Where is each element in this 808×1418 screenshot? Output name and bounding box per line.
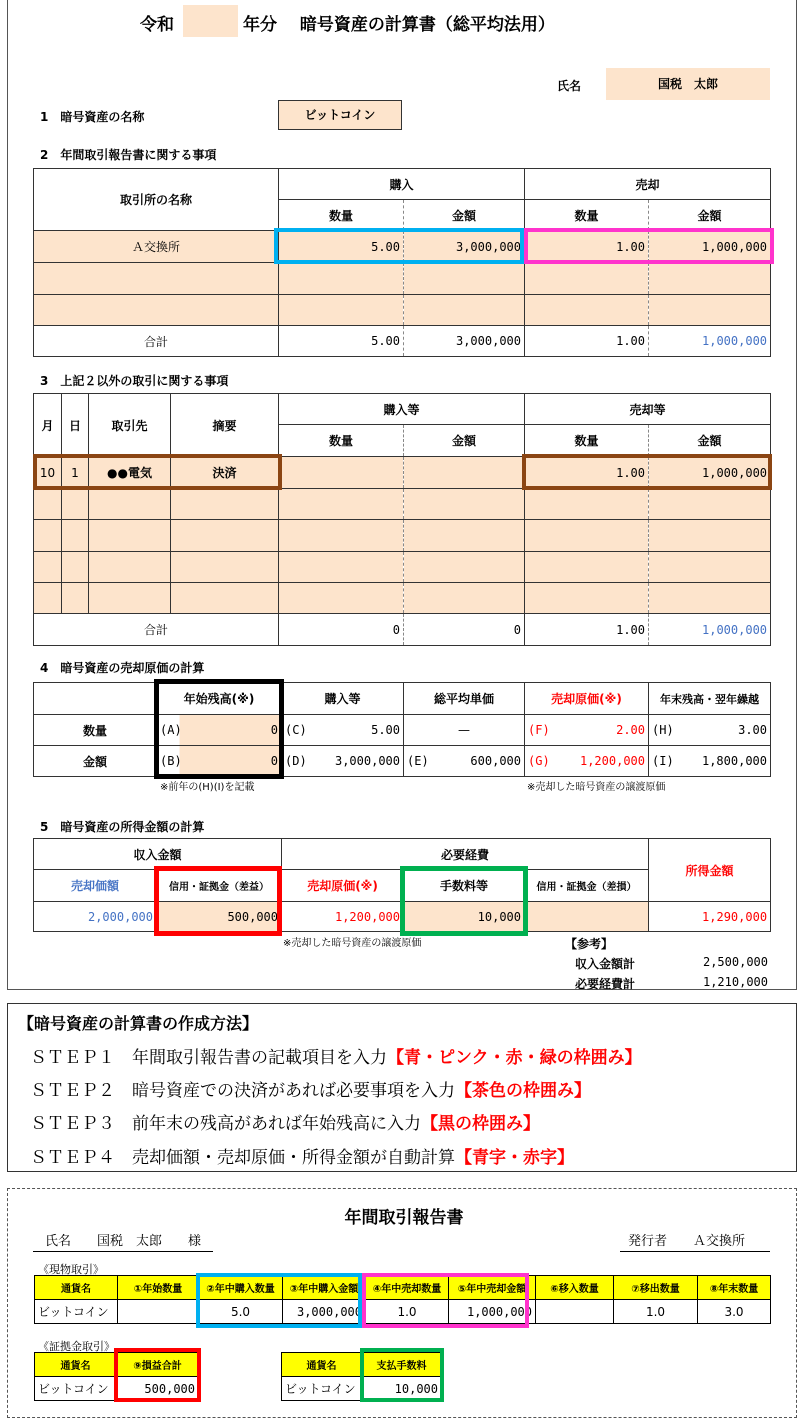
margin-header: ⑨損益合計 [117,1353,199,1377]
month[interactable] [34,552,62,583]
sell-amount[interactable] [649,520,771,552]
total-label: 合計 [34,614,279,646]
year-suffix: 年分 [243,15,277,35]
col-qty: 数量 [525,425,649,457]
col-amount: 金額 [649,200,771,231]
section5-heading: 5 暗号資産の所得金額の計算 [40,820,205,834]
col-sale: 売却価額 [34,870,157,902]
ref-expense-label: 必要経費計 [575,977,636,991]
sell-qty[interactable] [525,263,649,295]
spot-header: ②年中購入数量 [199,1276,283,1300]
col-day: 日 [62,394,89,457]
value-i: 1,800,000 [701,754,767,768]
section1-heading: 1 暗号資産の名称 [40,110,145,124]
margin-table [34,1352,199,1401]
month[interactable]: 10 [34,457,62,489]
era-label: 令和 [140,15,174,35]
sell-qty[interactable] [525,520,649,552]
col-fee: 手数料等 [404,870,525,902]
col-summary: 摘要 [171,394,279,457]
buy-amount[interactable] [404,520,525,552]
buy-qty[interactable] [279,489,404,520]
spot-table [34,1275,771,1324]
step-text: ＳＴＥＰ４ 売却価額・売却原価・所得金額が自動計算 [30,1148,455,1168]
cost-amount [525,746,649,777]
total-sell-qty: 1.00 [525,326,649,357]
spot-header: ⑧年末数量 [698,1276,771,1300]
margin-gain-field[interactable]: 500,000 [157,902,282,932]
sell-amount[interactable]: 1,000,000 [649,231,771,263]
table-row [34,457,771,489]
col-qty: 数量 [279,425,404,457]
table-row [34,552,771,583]
value-b: 0 [270,754,278,768]
spot-header: ⑥移入数量 [536,1276,614,1300]
fee-cell: ビットコイン [282,1377,362,1401]
col-purchase: 購入等 [282,683,404,715]
sell-qty[interactable] [525,295,649,326]
step-highlight: 【青字・赤字】 [455,1148,574,1168]
day[interactable] [62,552,89,583]
value-c: 5.00 [371,723,400,737]
col-amount: 金額 [649,425,771,457]
spot-cell: 1.0 [366,1300,449,1324]
col-cost: 売却原価(※) [282,870,404,902]
partner[interactable] [89,583,171,614]
row-amount: 金額 [34,746,157,777]
note-opening: ※前年の(H)(I)を記載 [160,782,255,793]
closing-qty [649,715,771,746]
col-income-amount: 所得金額 [649,839,771,902]
step-1 [30,1043,642,1068]
report-issuer: 発行者 Ａ交換所 [620,1230,770,1252]
spot-cell [118,1300,199,1324]
spot-header: ⑦移出数量 [614,1276,698,1300]
spot-header: ③年中購入金額 [283,1276,366,1300]
ref-income-value: 2,500,000 [702,955,768,969]
total-row [34,326,771,357]
spot-header: ④年中売却数量 [366,1276,449,1300]
sell-amount[interactable] [649,489,771,520]
sell-qty[interactable]: 1.00 [525,457,649,489]
exchange-name[interactable] [34,263,279,295]
table-row [34,295,771,326]
fee-header: 支払手数料 [362,1353,442,1377]
table-row [34,263,771,295]
step-2 [30,1076,591,1101]
spot-cell: ビットコイン [35,1300,118,1324]
fee-field[interactable]: 10,000 [404,902,525,932]
partner[interactable] [89,489,171,520]
total-label: 合計 [34,326,279,357]
col-expense: 必要経費 [282,839,649,870]
total-sell-qty: 1.00 [525,614,649,646]
step-4 [30,1143,574,1168]
buy-amount[interactable] [404,552,525,583]
total-buy-qty: 0 [279,614,404,646]
summary[interactable]: 決済 [171,457,279,489]
buy-qty[interactable]: 5.00 [279,231,404,263]
step-text: ＳＴＥＰ２ 暗号資産での決済があれば必要事項を入力 [30,1081,455,1101]
value-g: 1,200,000 [579,754,645,768]
step-text: ＳＴＥＰ１ 年間取引報告書の記載項目を入力 [30,1048,387,1068]
section4-heading: 4 暗号資産の売却原価の計算 [40,661,205,675]
buy-qty[interactable] [279,583,404,614]
spot-cell: 3,000,000 [283,1300,366,1324]
col-cost: 売却原価(※) [525,683,649,715]
spot-cell: 5.0 [199,1300,283,1324]
col-qty: 数量 [279,200,404,231]
year-input[interactable] [183,5,238,37]
buy-qty[interactable] [279,520,404,552]
sell-amount[interactable] [649,552,771,583]
month[interactable] [34,583,62,614]
total-sell-amount: 1,000,000 [649,614,771,646]
section3-heading: 3 上記２以外の取引に関する事項 [40,374,229,388]
opening-qty[interactable] [157,715,282,746]
summary[interactable] [171,583,279,614]
label-d: (D) [285,754,307,768]
total-buy-amount: 0 [404,614,525,646]
exchange-name[interactable]: Ａ交換所 [34,231,279,263]
spot-cell: 1,000,000 [449,1300,536,1324]
fee-header: 通貨名 [282,1353,362,1377]
margin-loss-field[interactable] [525,902,649,932]
col-buy: 購入 [279,169,525,200]
page-title [243,10,555,35]
day[interactable] [62,583,89,614]
col-closing: 年末残高・翌年繰越 [649,683,771,715]
income-amount: 1,290,000 [649,902,771,932]
sale-amount: 2,000,000 [34,902,157,932]
table-row [34,489,771,520]
summary[interactable] [171,520,279,552]
value-a: 0 [270,723,278,737]
spot-cell: 3.0 [698,1300,771,1324]
partner[interactable] [89,520,171,552]
income-table [33,838,771,932]
col-margin-loss: 信用・証拠金（差損） [525,870,649,902]
col-amount: 金額 [404,425,525,457]
label-i: (I) [652,754,674,768]
spot-header: ⑤年中売却金額 [449,1276,536,1300]
section2-heading: 2 年間取引報告書に関する事項 [40,148,217,162]
label-a: (A) [160,723,182,737]
spot-header: ①年始数量 [118,1276,199,1300]
sell-qty[interactable] [525,583,649,614]
buy-amount[interactable] [404,263,525,295]
note-cost: ※売却した暗号資産の譲渡原価 [527,782,666,793]
col-month: 月 [34,394,62,457]
label-c: (C) [285,723,307,737]
row-qty: 数量 [34,715,157,746]
report-title: 年間取引報告書 [344,1208,464,1228]
fee-table [281,1352,442,1401]
closing-amount [649,746,771,777]
asset-name-field[interactable]: ビットコイン [278,100,402,130]
label-b: (B) [160,754,182,768]
corner-cell [34,683,157,715]
step-highlight: 【黒の枠囲み】 [421,1114,540,1134]
summary[interactable] [171,489,279,520]
value-h: 3.00 [738,723,767,737]
buy-amount[interactable] [404,583,525,614]
sell-amount[interactable] [649,263,771,295]
ref-income-label: 収入金額計 [575,957,636,971]
purchase-qty [282,715,404,746]
cost-table [33,682,771,777]
buy-amount[interactable] [404,457,525,489]
other-transactions-table [33,393,771,646]
table-row [34,520,771,552]
col-partner: 取引先 [89,394,171,457]
col-avg: 総平均単価 [404,683,525,715]
sell-qty[interactable] [525,489,649,520]
value-e: 600,000 [470,754,521,768]
value-f: 2.00 [616,723,645,737]
table-row [34,583,771,614]
avg-price [404,746,525,777]
month[interactable] [34,520,62,552]
buy-amount[interactable] [404,295,525,326]
step-text: ＳＴＥＰ３ 前年末の残高があれば年始残高に入力 [30,1114,421,1134]
name-field[interactable]: 国税 太郎 [606,68,770,100]
name-label: 氏名 [557,79,582,93]
cost-qty [525,715,649,746]
partner[interactable]: ●●電気 [89,457,171,489]
day[interactable]: 1 [62,457,89,489]
col-qty: 数量 [525,200,649,231]
value-d: 3,000,000 [334,754,400,768]
buy-qty[interactable] [279,263,404,295]
step-highlight: 【茶色の枠囲み】 [455,1081,591,1101]
label-e: (E) [407,754,429,768]
spot-header: 通貨名 [35,1276,118,1300]
purchase-amount [282,746,404,777]
label-h: (H) [652,723,674,737]
sell-qty[interactable]: 1.00 [525,231,649,263]
total-sell-amount: 1,000,000 [649,326,771,357]
label-f: (F) [528,723,550,737]
partner[interactable] [89,552,171,583]
margin-header: 通貨名 [35,1353,117,1377]
step-highlight: 【青・ピンク・赤・緑の枠囲み】 [387,1048,642,1068]
total-buy-amount: 3,000,000 [404,326,525,357]
col-amount: 金額 [404,200,525,231]
sell-amount[interactable] [649,295,771,326]
avg-qty: — [404,715,525,746]
sell-amount[interactable]: 1,000,000 [649,457,771,489]
exchange-name[interactable] [34,295,279,326]
spot-label: 《現物取引》 [38,1263,104,1276]
margin-label: 《証拠金取引》 [38,1340,115,1353]
total-buy-qty: 5.00 [279,326,404,357]
summary[interactable] [171,552,279,583]
howto-title: 【暗号資産の計算書の作成方法】 [18,1014,259,1033]
note-cost: ※売却した暗号資産の譲渡原価 [283,938,422,949]
report-recipient: 氏名 国税 太郎 様 [33,1230,213,1252]
margin-cell: 500,000 [117,1377,199,1401]
step-3 [30,1109,540,1134]
col-sell: 売却等 [525,394,771,425]
buy-qty[interactable] [279,552,404,583]
spot-cell [536,1300,614,1324]
exchange-table [33,168,771,357]
day[interactable] [62,520,89,552]
col-buy: 購入等 [279,394,525,425]
col-income: 収入金額 [34,839,282,870]
sell-qty[interactable] [525,552,649,583]
cost-amount: 1,200,000 [282,902,404,932]
total-row [34,614,771,646]
buy-qty[interactable] [279,457,404,489]
label-g: (G) [528,754,550,768]
fee-cell: 10,000 [362,1377,442,1401]
col-sell: 売却 [525,169,771,200]
table-row [34,231,771,263]
day[interactable] [62,489,89,520]
col-margin-gain: 信用・証拠金（差益） [157,870,282,902]
buy-amount[interactable] [404,489,525,520]
reference-label: 【参考】 [565,937,614,951]
margin-cell: ビットコイン [35,1377,117,1401]
buy-qty[interactable] [279,295,404,326]
month[interactable] [34,489,62,520]
sell-amount[interactable] [649,583,771,614]
title-text: 暗号資産の計算書（総平均法用） [299,15,555,35]
col-opening: 年始残高(※) [157,683,282,715]
buy-amount[interactable]: 3,000,000 [404,231,525,263]
ref-expense-value: 1,210,000 [702,975,768,989]
spot-cell: 1.0 [614,1300,698,1324]
opening-amount[interactable] [157,746,282,777]
col-exchange: 取引所の名称 [34,169,279,231]
